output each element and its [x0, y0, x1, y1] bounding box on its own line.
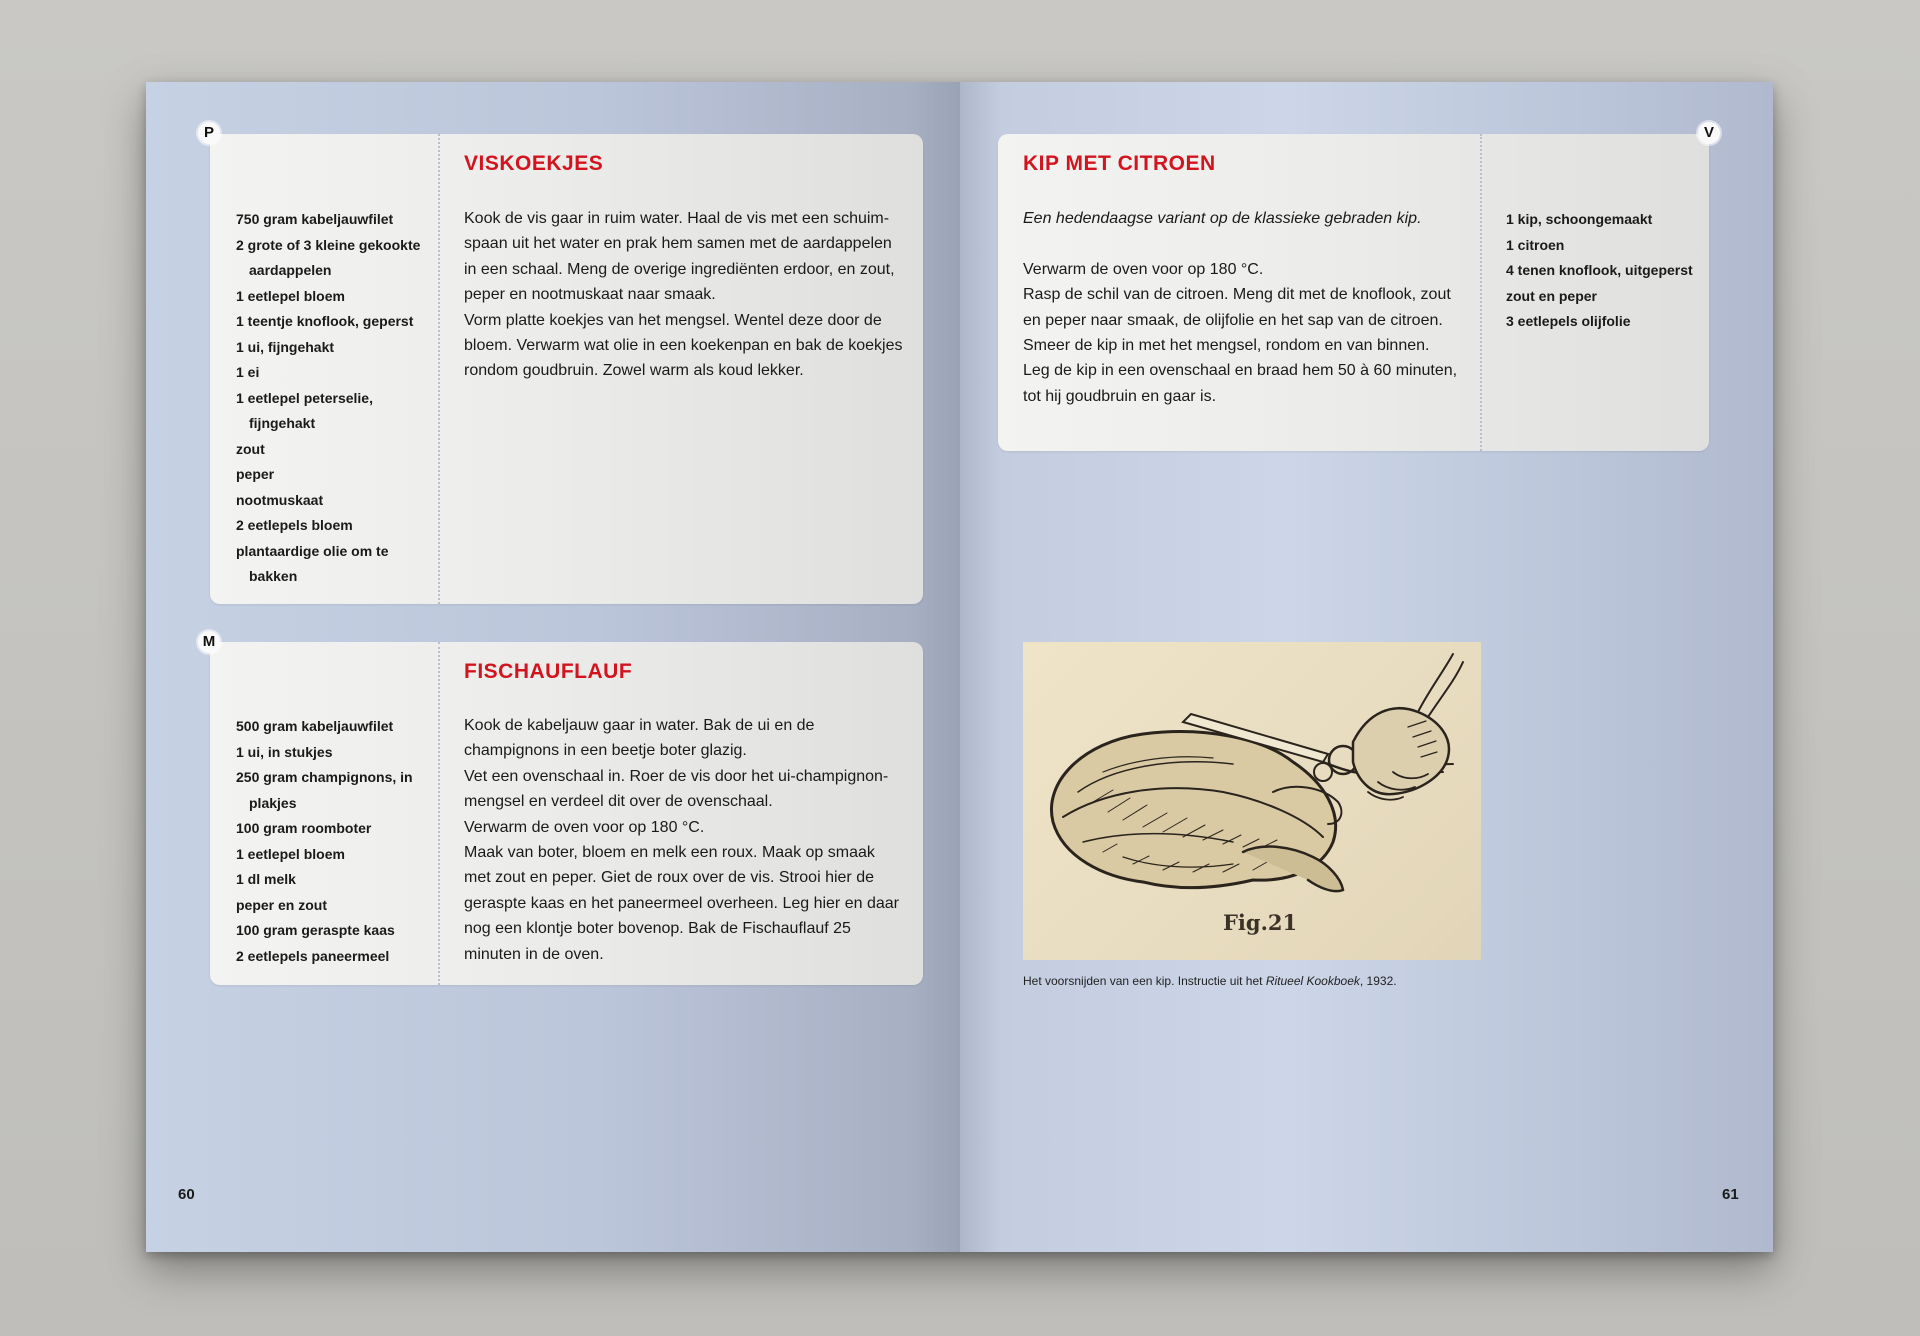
- ingredient-item: nootmuskaat: [236, 491, 324, 508]
- ingredient-item: 3 eetlepels olijfolie: [1506, 313, 1631, 329]
- instruction-paragraph: Leg de kip in een ovenschaal en braad hem 50 à 60 minuten, tot hij goudbruin en gaar is.: [1023, 362, 1458, 405]
- ingredients-column: [210, 134, 440, 604]
- figure-caption: [1023, 974, 1397, 988]
- ingredients-column: [210, 642, 440, 985]
- instruction-paragraph: Verwarm de oven voor op 180 °C.: [464, 818, 705, 836]
- caption-text: Het voorsnijden van een kip. Instructie uit het: [1023, 974, 1266, 988]
- recipe-card-fischauflauf: [210, 642, 923, 985]
- recipe-instructions: [1023, 206, 1463, 409]
- ingredient-item: zout en peper: [1506, 287, 1598, 304]
- diet-badge-m: M: [198, 631, 220, 653]
- ingredient-list: [1506, 207, 1701, 335]
- instruction-paragraph: Rasp de schil van de citroen. Meng dit met de knoflook, zout en peper naar smaak, de olijfolie en het sap van de citroen. Smeer de kip in met het mengsel, rondom en van binnen.: [1023, 286, 1451, 355]
- ingredient-item: 2 eetlepels bloem: [236, 517, 353, 533]
- instruction-paragraph: Kook de vis gaar in ruim water. Haal de vis met een schuim-spaan uit het water en prak hem samen met de aardappelen in een schaal. Meng de overige ingrediënten erdoor, en zout, peper en nootmuskaat naar smaak.: [464, 210, 895, 304]
- recipe-card-viskoekjes: [210, 134, 923, 604]
- recipe-title: KIP MET CITROEN: [1023, 152, 1216, 175]
- ingredient-item: peper en zout: [236, 896, 328, 913]
- ingredient-item: 750 gram kabeljauwfilet: [236, 211, 394, 227]
- instruction-paragraph: Vorm platte koekjes van het mengsel. Wentel deze door de bloem. Verwarm wat olie in een koekenpan en bak de koekjes rondom goudbruin. Zowel warm als koud lekker.: [464, 311, 903, 380]
- recipe-title: VISKOEKJES: [464, 152, 604, 175]
- diet-badge-p: P: [198, 122, 220, 144]
- recipe-intro: Een hedendaagse variant op de klassieke gebraden kip.: [1023, 210, 1422, 227]
- ingredient-item: 100 gram geraspte kaas: [236, 922, 395, 938]
- ingredient-item: plantaardige olie om te bakken: [236, 542, 389, 584]
- instruction-paragraph: Verwarm de oven voor op 180 °C.: [1023, 260, 1264, 278]
- illustration-carving-chicken: [1023, 642, 1481, 960]
- page-number-left: 60: [178, 1186, 195, 1203]
- ingredient-item: 1 dl melk: [236, 871, 296, 887]
- instruction-paragraph: Maak van boter, bloem en melk een roux. Maak op smaak met zout en peper. Giet de roux over de vis. Strooi hier de geraspte kaas en het paneermeel overheen. Leg hier en daar nog een klontje boter bovenop. Bak de Fischauflauf 25 minuten in de oven.: [464, 844, 899, 963]
- ingredient-item: 100 gram roomboter: [236, 820, 372, 836]
- ingredient-item: 1 ui, in stukjes: [236, 743, 333, 760]
- recipe-instructions: [464, 206, 904, 384]
- caption-book-title: Ritueel Kookboek: [1265, 974, 1360, 988]
- ingredient-item: 1 eetlepel bloem: [236, 845, 345, 862]
- ingredient-item: 1 eetlepel peterselie, fijngehakt: [236, 389, 373, 431]
- ingredient-item: 1 kip, schoongemaakt: [1506, 211, 1653, 227]
- caption-year: , 1932.: [1359, 974, 1397, 988]
- page-number-right: 61: [1722, 1186, 1739, 1203]
- ingredient-item: peper: [236, 466, 275, 482]
- recipe-card-kip-met-citroen: [998, 134, 1709, 451]
- ingredient-item: 500 gram kabeljauwfilet: [236, 718, 394, 734]
- instruction-paragraph: Vet een ovenschaal in. Roer de vis door het ui-champignon-mengsel en verdeel dit over de ovenschaal.: [464, 767, 889, 811]
- ingredient-item: 2 eetlepels paneermeel: [236, 947, 390, 964]
- diet-badge-v: V: [1698, 122, 1720, 144]
- ingredient-list: [236, 207, 436, 590]
- ingredient-item: 250 gram champignons, in plakjes: [236, 769, 413, 811]
- figure-label: Fig.21: [1223, 910, 1298, 935]
- ingredient-item: 2 grote of 3 kleine gekookte aardappelen: [236, 236, 421, 278]
- ingredient-item: zout: [236, 440, 265, 457]
- ingredient-item: 1 eetlepel bloem: [236, 287, 345, 304]
- instruction-paragraph: Kook de kabeljauw gaar in water. Bak de ui en de champignons in een beetje boter glazig.: [464, 717, 815, 760]
- ingredient-item: 1 citroen: [1506, 236, 1565, 253]
- recipe-instructions: [464, 713, 904, 967]
- ingredient-item: 1 teentje knoflook, geperst: [236, 313, 414, 329]
- ingredient-item: 1 ui, fijngehakt: [236, 338, 335, 355]
- recipe-title: FISCHAUFLAUF: [464, 660, 633, 683]
- ingredient-item: 1 ei: [236, 364, 260, 380]
- ingredient-item: 4 tenen knoflook, uitgeperst: [1506, 262, 1693, 278]
- ingredients-column: [1480, 134, 1711, 451]
- ingredient-list: [236, 714, 436, 969]
